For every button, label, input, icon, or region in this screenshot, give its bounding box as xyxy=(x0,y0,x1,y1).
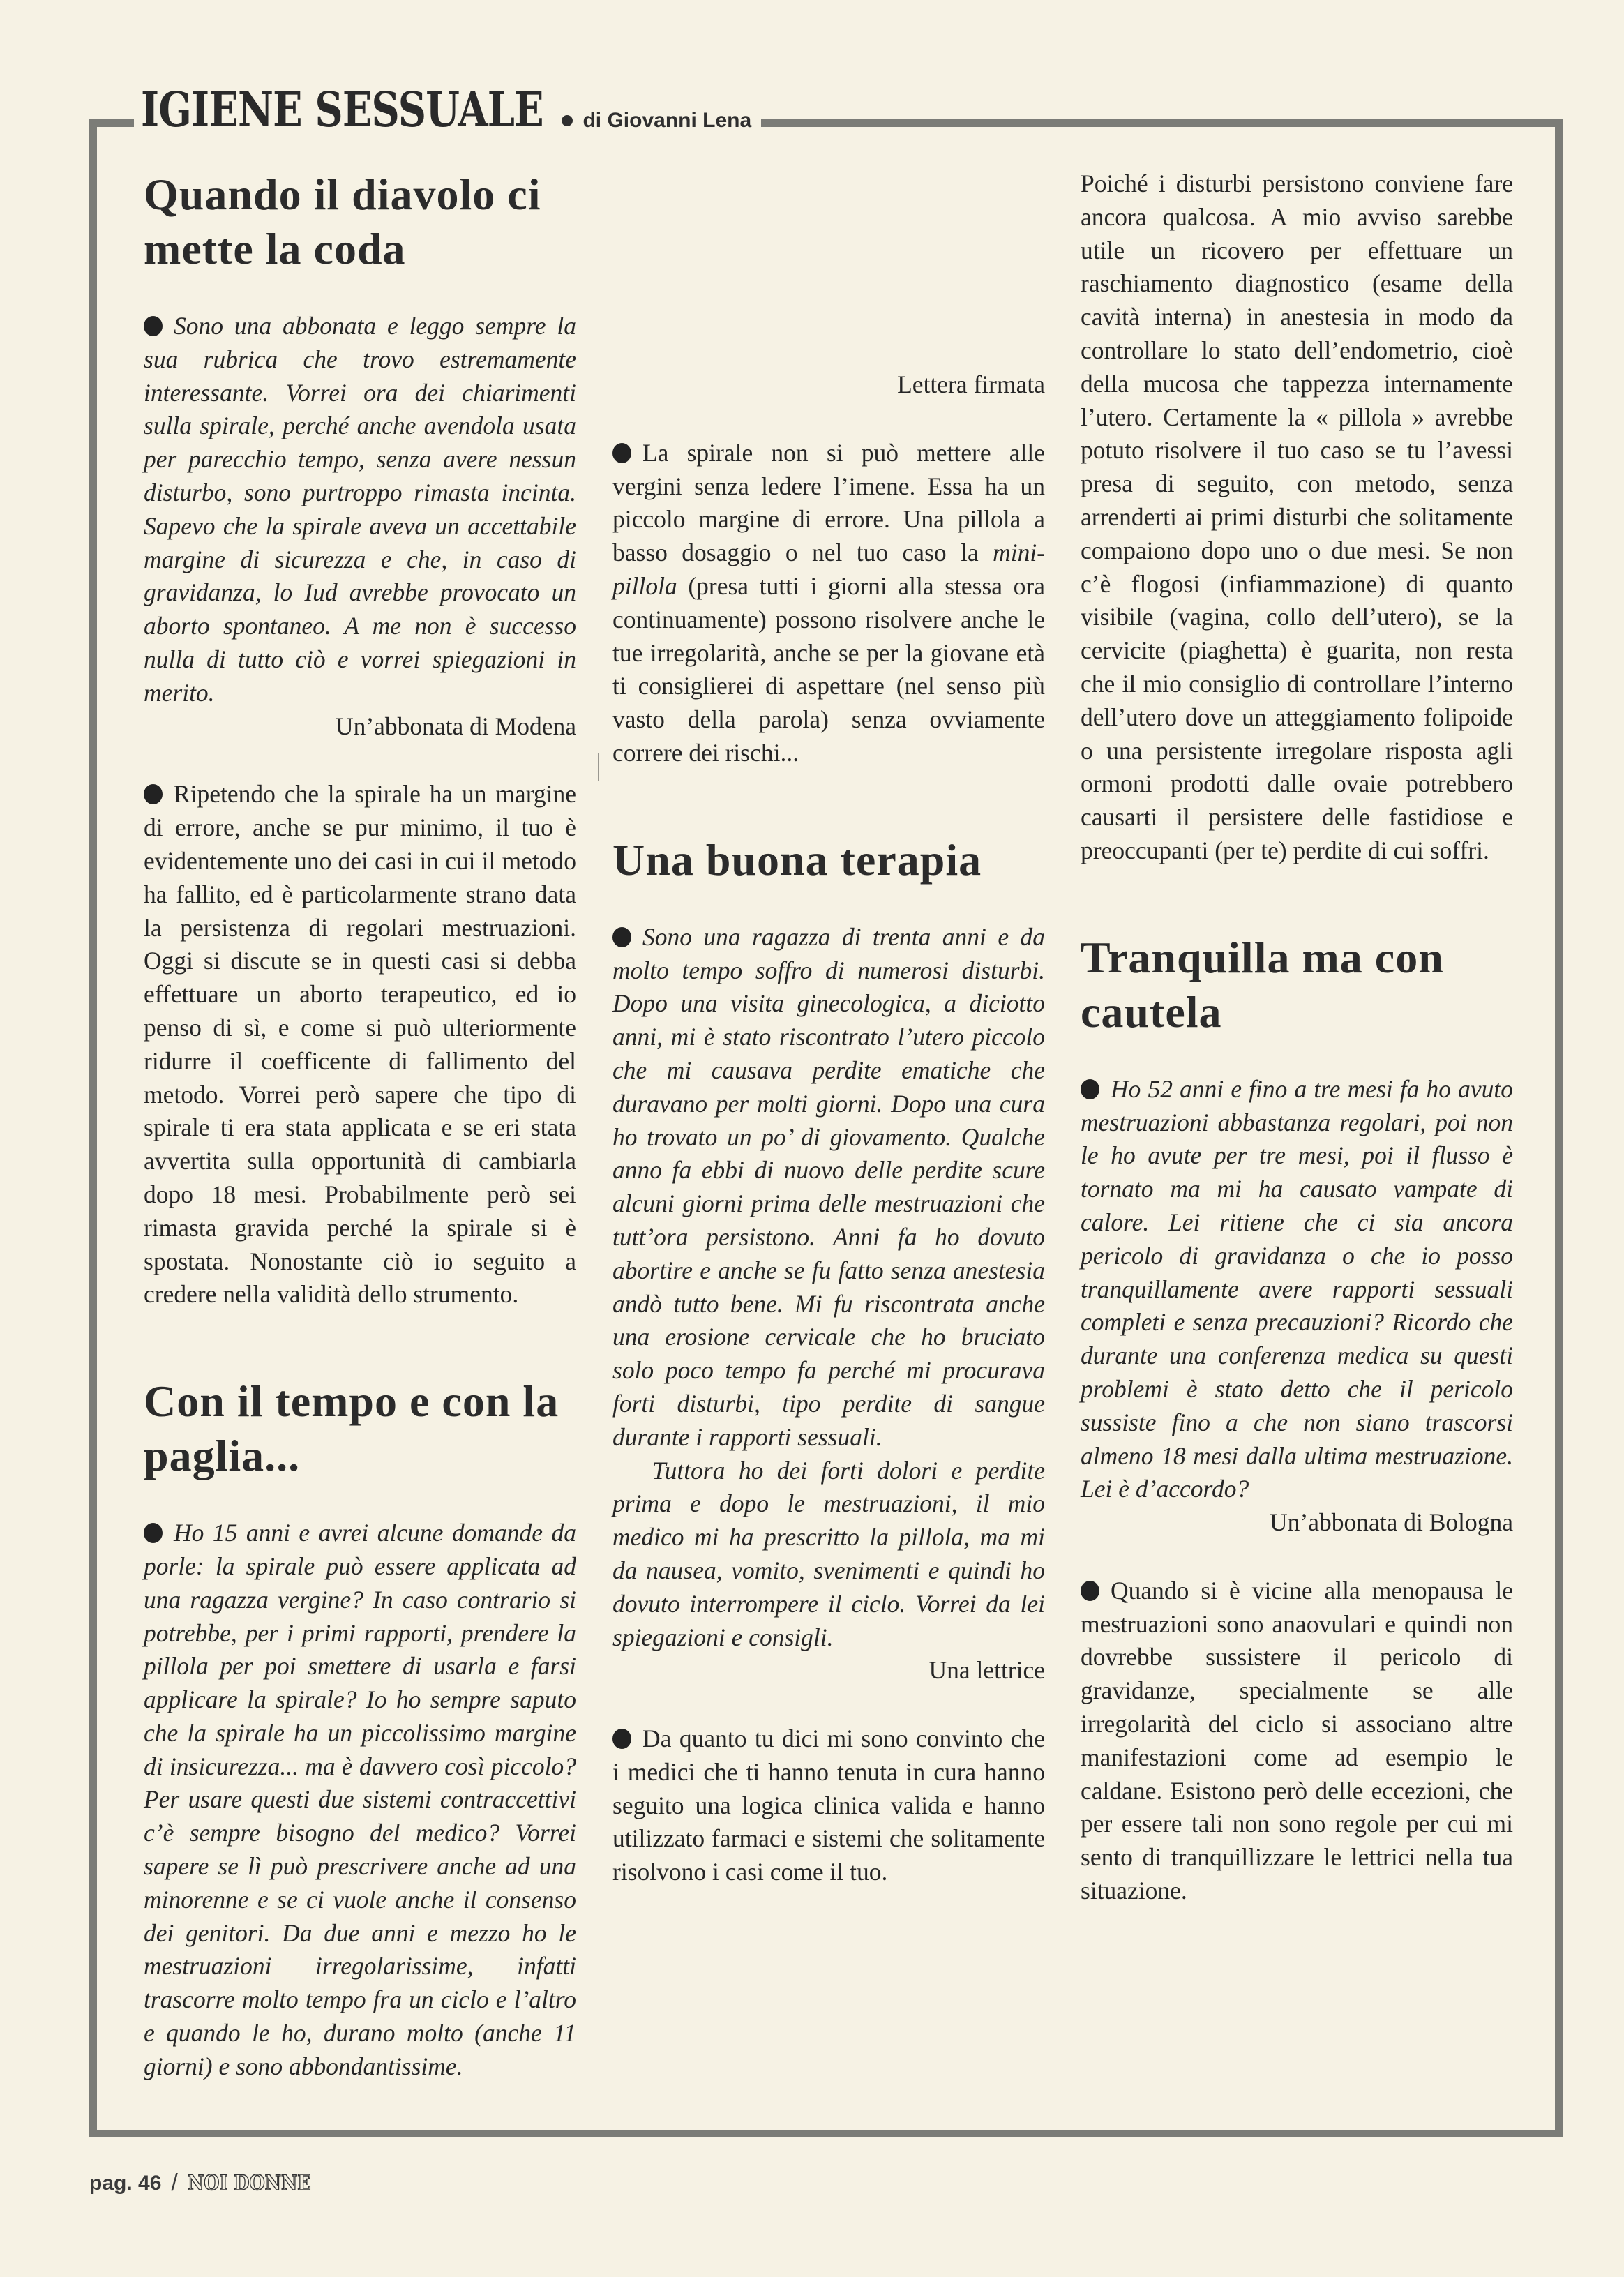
letter-signature: Un’abbonata di Bologna xyxy=(1269,1508,1513,1537)
author-answer xyxy=(144,778,576,1312)
bullet-icon xyxy=(144,316,163,336)
column-3 xyxy=(1081,167,1513,1908)
rubric-title: IGIENE SESSUALE xyxy=(141,82,543,138)
magazine-logo: NOI DONNE xyxy=(187,2171,311,2195)
reader-letter xyxy=(144,1517,576,2084)
column-divider xyxy=(598,753,599,781)
reader-letter xyxy=(612,921,1045,1455)
bullet-icon xyxy=(1081,1079,1099,1099)
footer-separator: / xyxy=(171,2170,178,2196)
bullet-icon xyxy=(1081,1581,1099,1601)
page-footer xyxy=(89,2170,333,2197)
reader-letter xyxy=(1081,1073,1513,1506)
letter-text: Sono una abbonata e leggo sempre la sua rubrica che trovo estremamente interessante. Vorrei ora dei chiarimenti sulla spirale, perché anche avendola usata per parecchio tempo, senza avere nessun disturbo, sono purtroppo rimasta incinta. Sapevo che la spirale aveva un accettabile margine di sicurezza e che, in caso di gravidanza, lo Iud avrebbe provocato un aborto spontaneo. A me non è successo nulla di tutto ciò e vorrei spiegazioni in merito. xyxy=(144,312,576,707)
page-number: pag. 46 xyxy=(89,2171,162,2195)
section-header xyxy=(134,78,761,138)
bullet-icon xyxy=(562,115,573,126)
answer-text: Quando si è vicine alla menopausa le mestruazioni sono anaovulari e quindi non dovrebbe sussistere il pericolo di gravidanze, specialmente se alle irregolarità del ciclo si associano altre manifestazioni come ad esempio le caldane. Esistono però delle eccezioni, che per essere tali non sono regole per cui mi sento di tranquillizzare le lettrici nella tua situazione. xyxy=(1081,1576,1513,1905)
bullet-icon xyxy=(144,1523,163,1543)
letter-text: Ho 15 anni e avrei alcune domande da porle: la spirale può essere applicata ad una ragazza vergine? In caso contrario si potrebbe, per i primi rapporti, prendere la pillola per poi smettere di usarla e farsi applicare la spirale? Io ho sempre saputo che la spirale ha un piccolissimo margine di insicurezza... ma è davvero così piccolo? Per usare questi due sistemi contraccettivi c’è sempre bisogno del medico? Vorrei sapere se lì può prescrivere anche ad una minorenne e se ci vuole anche il consenso dei genitori. Da due anni e mezzo ho le mestruazioni irregolarissime, infatti trascorre molto tempo fra un ciclo e l’altro e quando le ho, durano molto (anche 11 giorni) e sono abbondantissime. xyxy=(144,1519,576,2080)
bullet-icon xyxy=(612,1729,631,1749)
column-2 xyxy=(612,167,1045,1889)
answer-text: Da quanto tu dici mi sono convinto che i medici che ti hanno tenuta in cura hanno seguito una logica clinica valida e hanno utilizzato farmaci e sistemi che solitamente risolvono i casi come il tuo. xyxy=(612,1724,1045,1886)
author: di Giovanni Lena xyxy=(582,109,752,132)
bullet-icon xyxy=(144,784,163,804)
bullet-icon xyxy=(612,443,631,463)
article-title: Con il tempo e con la paglia... xyxy=(144,1376,559,1481)
reader-letter xyxy=(144,310,576,710)
letter-signature: Lettera firmata xyxy=(897,370,1045,398)
letter-text: Sono una ragazza di trenta anni e da molto tempo soffro di numerosi disturbi. Dopo una visita ginecologica, a diciotto anni, mi è stato riscontrato l’utero piccolo che mi causava perdite ematiche che duravano per molti giorni. Dopo una cura ho trovato un po’ di giovamento. Qualche anno fa ebbi di nuovo delle perdite scure alcuni giorni prima delle mestruazioni che tutt’ora persistono. Anni fa ho dovuto abortire e anche se fu fatto senza anestesia andò tutto bene. Mi fu riscontrata anche una erosione cervicale che ho bruciato solo poco tempo fa perché mi procurava forti disturbi, tipo perdite di sangue durante i rapporti sessuali. xyxy=(612,922,1045,1451)
article-title: Una buona terapia xyxy=(612,834,982,885)
byline xyxy=(562,109,751,133)
answer-text: La spirale non si può mettere alle vergini senza ledere l’imene. Essa ha un piccolo margine di errore. Una pillola a basso dosaggio o nel tuo caso la xyxy=(612,438,1045,567)
answer-text: Ripetendo che la spirale ha un margine di errore, anche se pur minimo, il tuo è evidentemente uno dei casi in cui il metodo ha fallito, ed è particolarmente strano data la persistenza di regolari mestruazioni. Oggi si discute se in questi casi si debba effettuare un aborto terapeutico, ed io penso di sì, e come si può ulteriormente ridurre il coefficente di fallimento del metodo. Vorrei però sapere che tipo di spirale ti era stata applicata e se eri stata avvertita sulla opportunità di cambiarla dopo 18 mesi. Probabilmente però sei rimasta gravida perché la spirale si è spostata. Nonostante ciò io seguito a credere nella validità dello strumento. xyxy=(144,780,576,1309)
answer-text: (presa tutti i giorni alla stessa ora continuamente) possono risolvere anche le tue irregolarità, anche se per la giovane età ti consiglierei di aspettare (nel senso più vasto della parola) senza ovviamente correre dei rischi... xyxy=(612,571,1045,767)
author-answer xyxy=(1081,1575,1513,1908)
article-title: Quando il diavolo ci mette la coda xyxy=(144,170,541,273)
letter-signature: Un’abbonata di Modena xyxy=(335,712,576,740)
answer-emphasis: mini-pillola xyxy=(612,539,1045,600)
letter-text: Ho 52 anni e fino a tre mesi fa ho avuto mestruazioni abbastanza regolari, poi non le ho avute per tre mesi, poi il flusso è tornato ma mi ha causato vampate di calore. Lei ritiene che ci sia ancora pericolo di gravidanza o che io posso tranquillamente avere rapporti sessuali completi e senza precauzioni? Ricordo che durante una conferenza medica su questi problemi è stato detto che il pericolo sussiste fino a che non siano trascorsi almeno 18 mesi dalla ultima mestruazione. Lei è d’accordo? xyxy=(1081,1074,1513,1503)
reader-letter-continued: Tuttora ho dei forti dolori e perdite prima e dopo le mestruazioni, il mio medico mi ha prescritto la pillola, ma mi da nausea, vomito, svenimenti e quindi ho dovuto interrompere il ciclo. Vorrei da lei spiegazioni e consigli. xyxy=(612,1456,1045,1651)
column-1 xyxy=(144,167,576,2084)
author-answer xyxy=(612,1722,1045,1889)
article-title: Tranquilla ma con cautela xyxy=(1081,932,1444,1037)
bullet-icon xyxy=(612,927,631,947)
letter-signature: Una lettrice xyxy=(928,1656,1045,1685)
author-answer xyxy=(612,437,1045,770)
author-answer-continued: Poiché i disturbi persistono conviene fare ancora qualcosa. A mio avviso sarebbe utile un ricovero per effettuare un raschiamento diagnostico (esame della cavità interna) in anestesia in modo da controllare lo stato dell’endometrio, cioè della mucosa che tappezza internamente l’utero. Certamente la « pillola » avrebbe potuto risolvere il tuo caso se tu l’avessi presa di seguito, con metodo, senza arrenderti ai primi disturbi che solitamente compaiono dopo uno o due mesi. Se non c’è flogosi (infiammazione) di quanto visibile (vagina, collo dell’utero), se la cervicite (piaghetta) è guarita, non resta che il mio consiglio di controllare l’interno dell’utero dove un atteggiamento folipoide o una persistente irregolare risposta agli ormoni prodotti dalle ovaie potrebbero causarti il persistere delle fastidiose e preoccupanti (per te) perdite di cui soffri. xyxy=(1081,170,1513,864)
